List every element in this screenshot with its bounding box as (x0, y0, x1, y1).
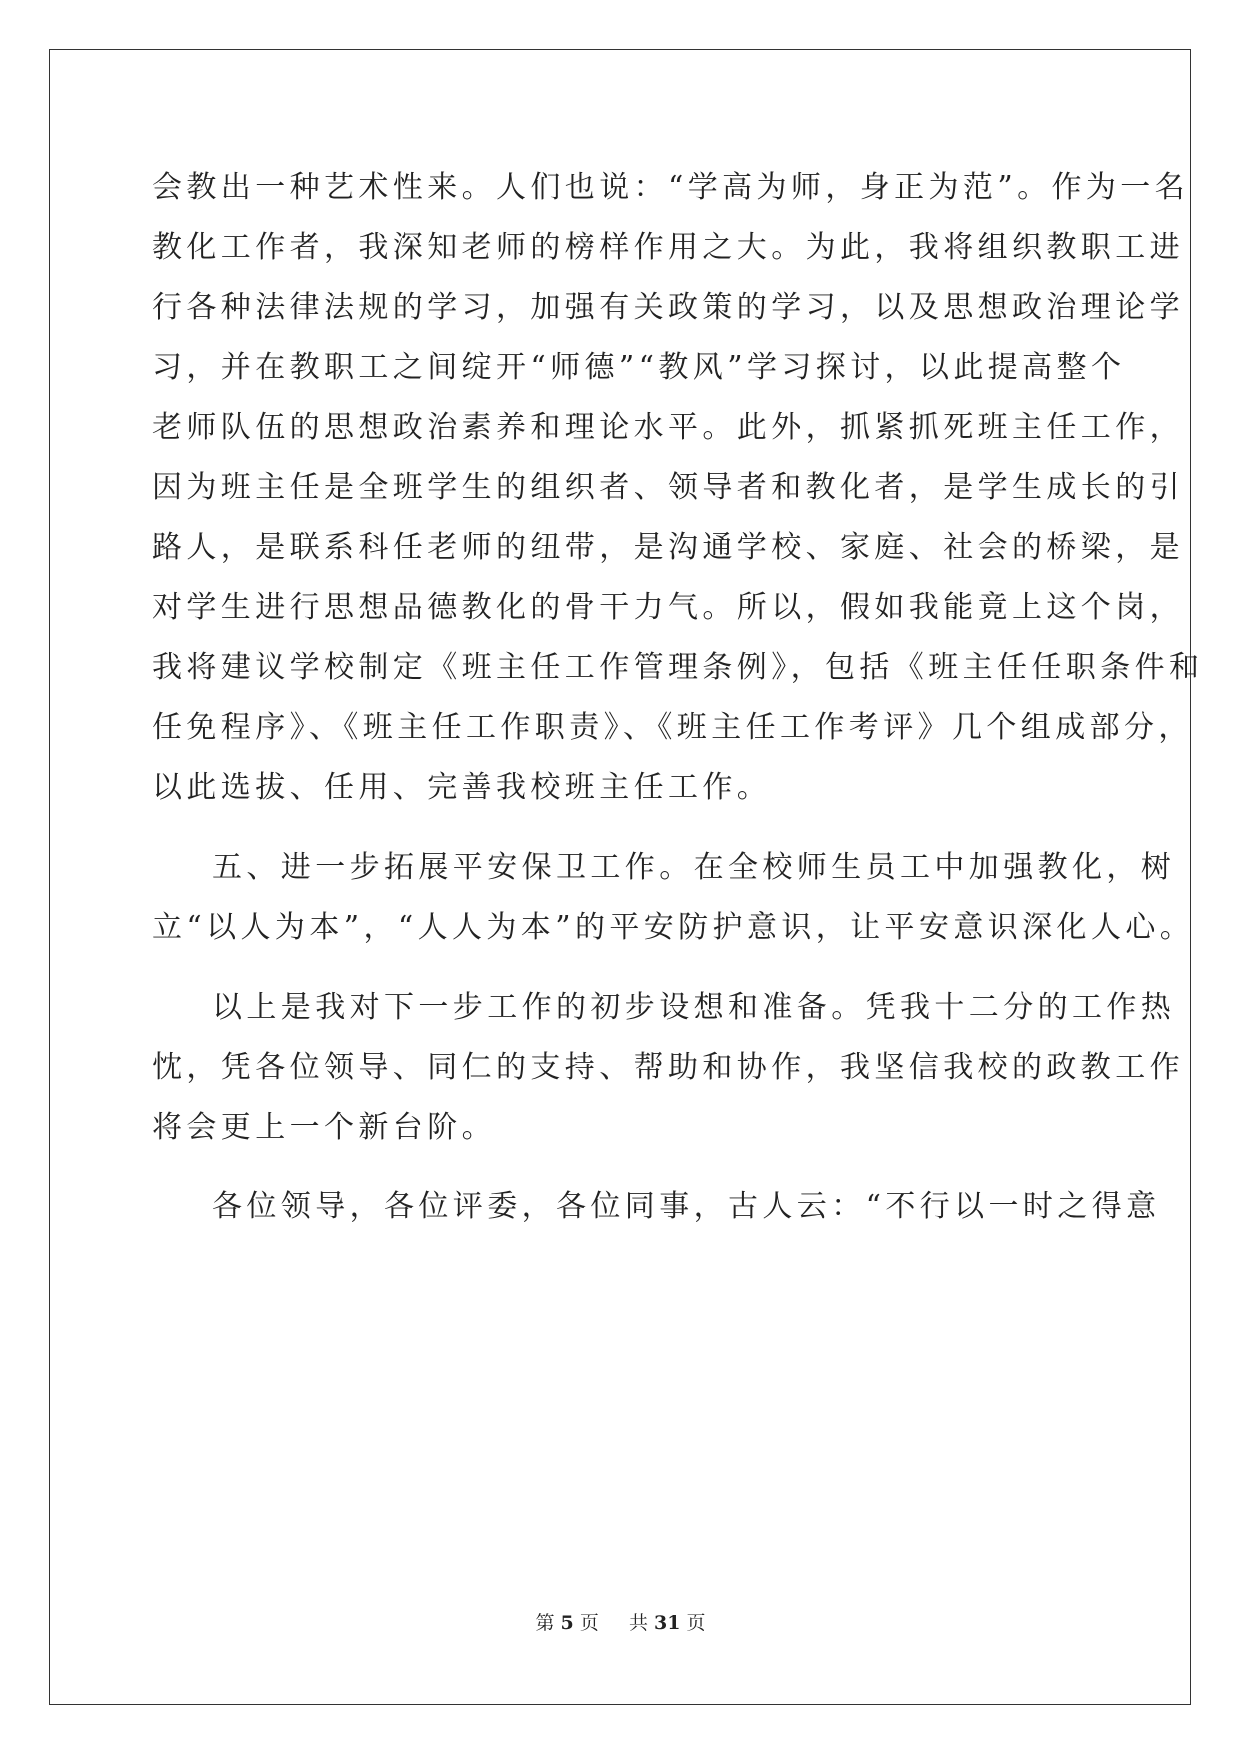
total-pages: 31 (654, 1612, 681, 1634)
paragraph-start-line: 五、进一步拓展平安保卫工作。在全校师生员工中加强教化，树 (212, 850, 1176, 885)
text-line: 将会更上一个新台阶。 (152, 1110, 496, 1145)
text-line: 教化工作者，我深知老师的榜样作用之大。为此，我将组织教职工进 (152, 230, 1184, 265)
text-line: 路人，是联系科任老师的纽带，是沟通学校、家庭、社会的桥梁，是 (152, 530, 1184, 565)
text-line: 行各种法律法规的学习，加强有关政策的学习，以及思想政治理论学 (152, 290, 1184, 325)
page-footer (0, 1608, 1241, 1635)
page-suffix: 页 (579, 1612, 599, 1634)
text-line: 任免程序》、《班主任工作职责》、《班主任工作考评》几个组成部分， (152, 710, 1193, 745)
paragraph-start-line: 各位领导，各位评委，各位同事，古人云：“不行以一时之得意 (212, 1189, 1161, 1224)
paragraph-start-line: 以上是我对下一步工作的初步设想和准备。凭我十二分的工作热 (212, 990, 1176, 1025)
total-suffix: 页 (686, 1612, 706, 1634)
text-line: 会教出一种艺术性来。人们也说：“学高为师，身正为范”。作为一名 (152, 170, 1190, 205)
text-line: 立“以人为本”，“人人为本”的平安防护意识，让平安意识深化人心。 (152, 910, 1195, 945)
text-line: 老师队伍的思想政治素养和理论水平。此外，抓紧抓死班主任工作， (152, 410, 1184, 445)
text-line: 忱，凭各位领导、同仁的支持、帮助和协作，我坚信我校的政教工作 (152, 1050, 1184, 1085)
page-prefix: 第 (535, 1612, 555, 1634)
total-prefix: 共 (628, 1612, 648, 1634)
page-number: 5 (560, 1612, 574, 1634)
text-line: 习，并在教职工之间绽开“师德”“教风”学习探讨，以此提高整个 (152, 350, 1126, 385)
text-line: 以此选拔、任用、完善我校班主任工作。 (152, 770, 772, 805)
text-line: 因为班主任是全班学生的组织者、领导者和教化者，是学生成长的引 (152, 470, 1184, 505)
text-line: 对学生进行思想品德教化的骨干力气。所以，假如我能竟上这个岗， (152, 590, 1184, 625)
text-line: 我将建议学校制定《班主任工作管理条例》，包括《班主任任职条件和 (152, 650, 1204, 685)
